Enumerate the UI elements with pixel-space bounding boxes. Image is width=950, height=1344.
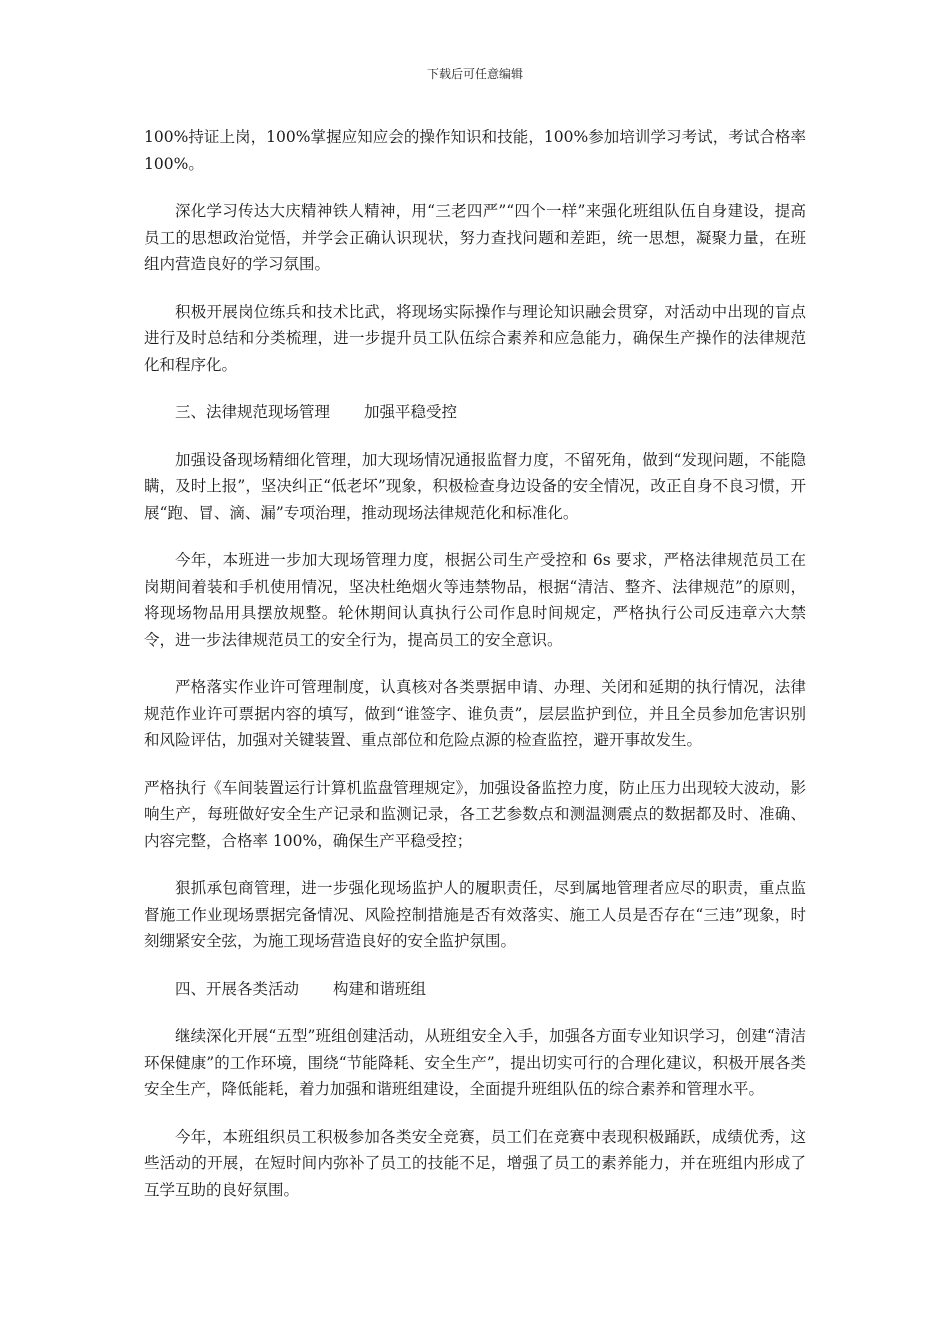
section-heading-4-title: 四、开展各类活动 bbox=[175, 979, 300, 998]
section-heading-4 bbox=[144, 976, 806, 1003]
paragraph-equipment-management: 加强设备现场精细化管理，加大现场情况通报监督力度，不留死角，做到“发现问题，不能隐瞒，及时上报”，坚决纠正“低老坏”现象，积极检查身边设备的安全情况，改正自身不良习惯，开展“跑、冒、滴、漏”专项治理，推动现场法律规范化和标准化。 bbox=[144, 450, 806, 522]
paragraph-contractor-management: 狠抓承包商管理，进一步强化现场监护人的履职责任，尽到属地管理者应尽的职责，重点监督施工作业现场票据完备情况、风险控制措施是否有效落实、施工人员是否存在“三违”现象，时刻绷紧安全弦，为施工现场营造良好的安全监护氛围。 bbox=[144, 879, 806, 950]
paragraph-skills-training: 积极开展岗位练兵和技术比武，将现场实际操作与理论知识融会贯穿，对活动中出现的盲点进行及时总结和分类梳理，进一步提升员工队伍综合素养和应急能力，确保生产操作的法律规范化和程序化。 bbox=[144, 302, 806, 374]
paragraph-work-permit: 严格落实作业许可管理制度，认真核对各类票据申请、办理、关闭和延期的执行情况，法律规范作业许可票据内容的填写，做到“谁签字、谁负责”，层层监护到位，并且全员参加危害识别和风险评估，加强对关键装置、重点部位和危险点源的检查监控，避开事故发生。 bbox=[144, 678, 806, 749]
document-body bbox=[144, 124, 806, 1224]
paragraph-certification: 100%持证上岗，100%掌握应知应会的操作知识和技能，100%参加培训学习考试，考试合格率 100%。 bbox=[144, 128, 806, 173]
paragraph-safety-competition: 今年，本班组织员工积极参加各类安全竞赛，员工们在竞赛中表现积极踊跃，成绩优秀，这些活动的开展，在短时间内弥补了员工的技能不足，增强了员工的素养能力，并在班组内形成了互学互助的良好氛围。 bbox=[144, 1127, 806, 1199]
section-heading-3-title: 三、法律规范现场管理 bbox=[175, 403, 331, 421]
paragraph-daqing-spirit: 深化学习传达大庆精神铁人精神，用“三老四严”“四个一样”来强化班组队伍自身建设，提高员工的思想政治觉悟，并学会正确认识现状，努力查找问题和差距，统一思想，凝聚力量，在班组内营造良好的学习氛围。 bbox=[144, 202, 806, 273]
section-heading-3 bbox=[144, 399, 806, 426]
page-header: 下载后可任意编辑 bbox=[426, 67, 523, 81]
paragraph-site-management: 今年，本班进一步加大现场管理力度，根据公司生产受控和 6s 要求，严格法律规范员工在岗期间着装和手机使用情况，坚决杜绝烟火等违禁物品，根据“清洁、整齐、法律规范”的原则，将现场物品用具摆放规整。轮休期间认真执行公司作息时间规定，严格执行公司反违章六大禁令，进一步法律规范员工的安全行为，提高员工的安全意识。 bbox=[144, 551, 806, 649]
section-heading-3-subtitle: 加强平稳受控 bbox=[364, 403, 458, 421]
paragraph-monitoring: 严格执行《车间装置运行计算机监盘管理规定》，加强设备监控力度，防止压力出现较大波动，影响生产，每班做好安全生产记录和监测记录，各工艺参数点和测温测震点的数据都及时、准确、内容完整，合格率 100%，确保生产平稳受控； bbox=[144, 778, 806, 850]
paragraph-five-type-team: 继续深化开展“五型”班组创建活动，从班组安全入手，加强各方面专业知识学习，创建“清洁环保健康”的工作环境，围绕“节能降耗、安全生产”，提出切实可行的合理化建议，积极开展各类安全生产，降低能耗，着力加强和谐班组建设，全面提升班组队伍的综合素养和管理水平。 bbox=[144, 1027, 806, 1098]
section-heading-4-subtitle: 构建和谐班组 bbox=[333, 979, 427, 998]
